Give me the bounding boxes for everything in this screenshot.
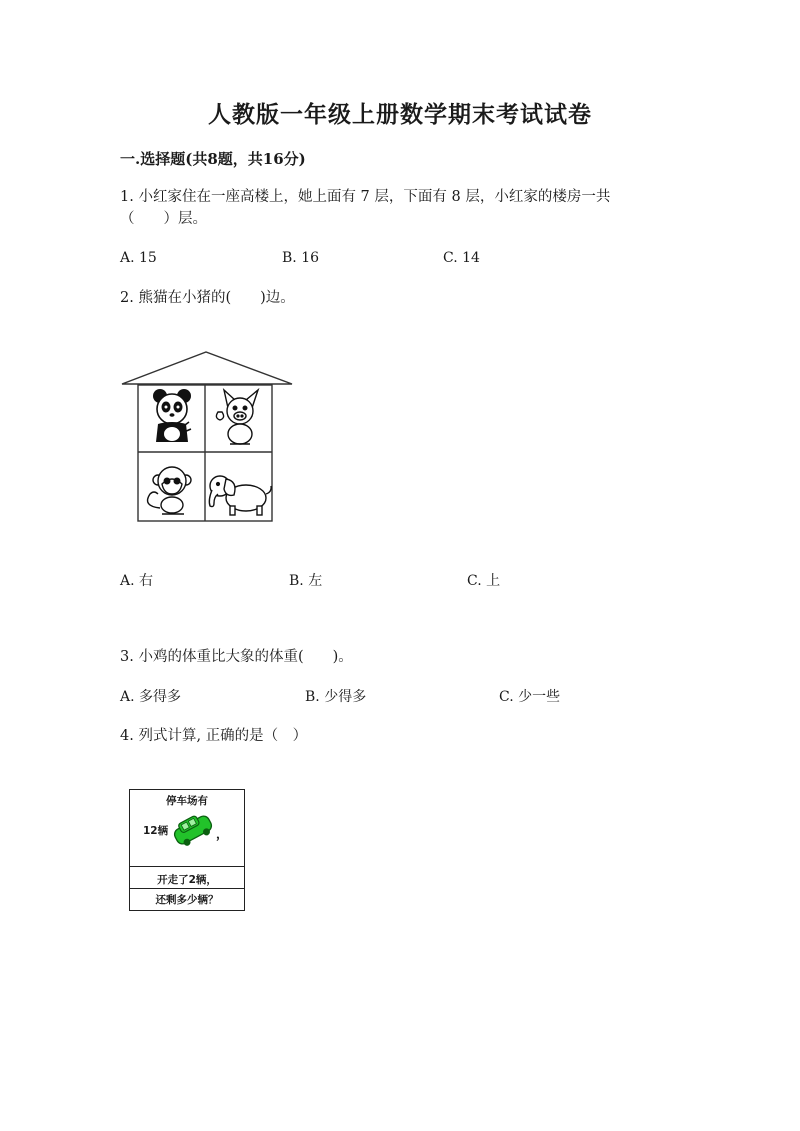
q2-option-a: A. 右 [120, 573, 154, 589]
page-title: 人教版一年级上册数学期末考试试卷 [208, 101, 592, 128]
question-1-line2: （ ）层。 [120, 211, 207, 227]
q2-option-c: C. 上 [467, 573, 501, 589]
parking-text-line1: 停车场有 [166, 795, 208, 807]
parking-text-line3: 开走了2辆， [157, 874, 217, 886]
question-4: 4. 列式计算, 正确的是（ ） [120, 728, 308, 744]
elephant-icon [209, 476, 271, 515]
question-1 [120, 186, 610, 230]
q1-option-c: C. 14 [443, 250, 480, 266]
monkey-icon [148, 467, 191, 514]
pig-icon [216, 390, 258, 444]
green-car-icon [170, 810, 216, 850]
q1-option-b: B. 16 [282, 250, 320, 266]
house-roof [122, 352, 292, 384]
q3-option-b: B. 少得多 [305, 689, 367, 705]
panda-icon [153, 389, 191, 442]
question-1-line1: 1. 小红家住在一座高楼上，她上面有 7 层，下面有 8 层，小红家的楼房一共 [120, 189, 611, 205]
parking-text-line4: 还剩多少辆？ [155, 894, 219, 906]
house-figure [118, 348, 296, 526]
q3-option-c: C. 少一些 [499, 689, 561, 705]
question-2: 2. 熊猫在小猪的( )边。 [120, 290, 295, 306]
parking-car-count: 12辆 [143, 825, 169, 837]
q3-option-a: A. 多得多 [120, 689, 182, 705]
parking-comma: ， [216, 827, 229, 841]
parking-lot-figure [129, 789, 245, 911]
section-heading: 一.选择题(共8题，共16分) [120, 150, 306, 168]
question-3: 3. 小鸡的体重比大象的体重( )。 [120, 649, 353, 665]
q1-option-a: A. 15 [120, 250, 157, 266]
q2-option-b: B. 左 [289, 573, 323, 589]
